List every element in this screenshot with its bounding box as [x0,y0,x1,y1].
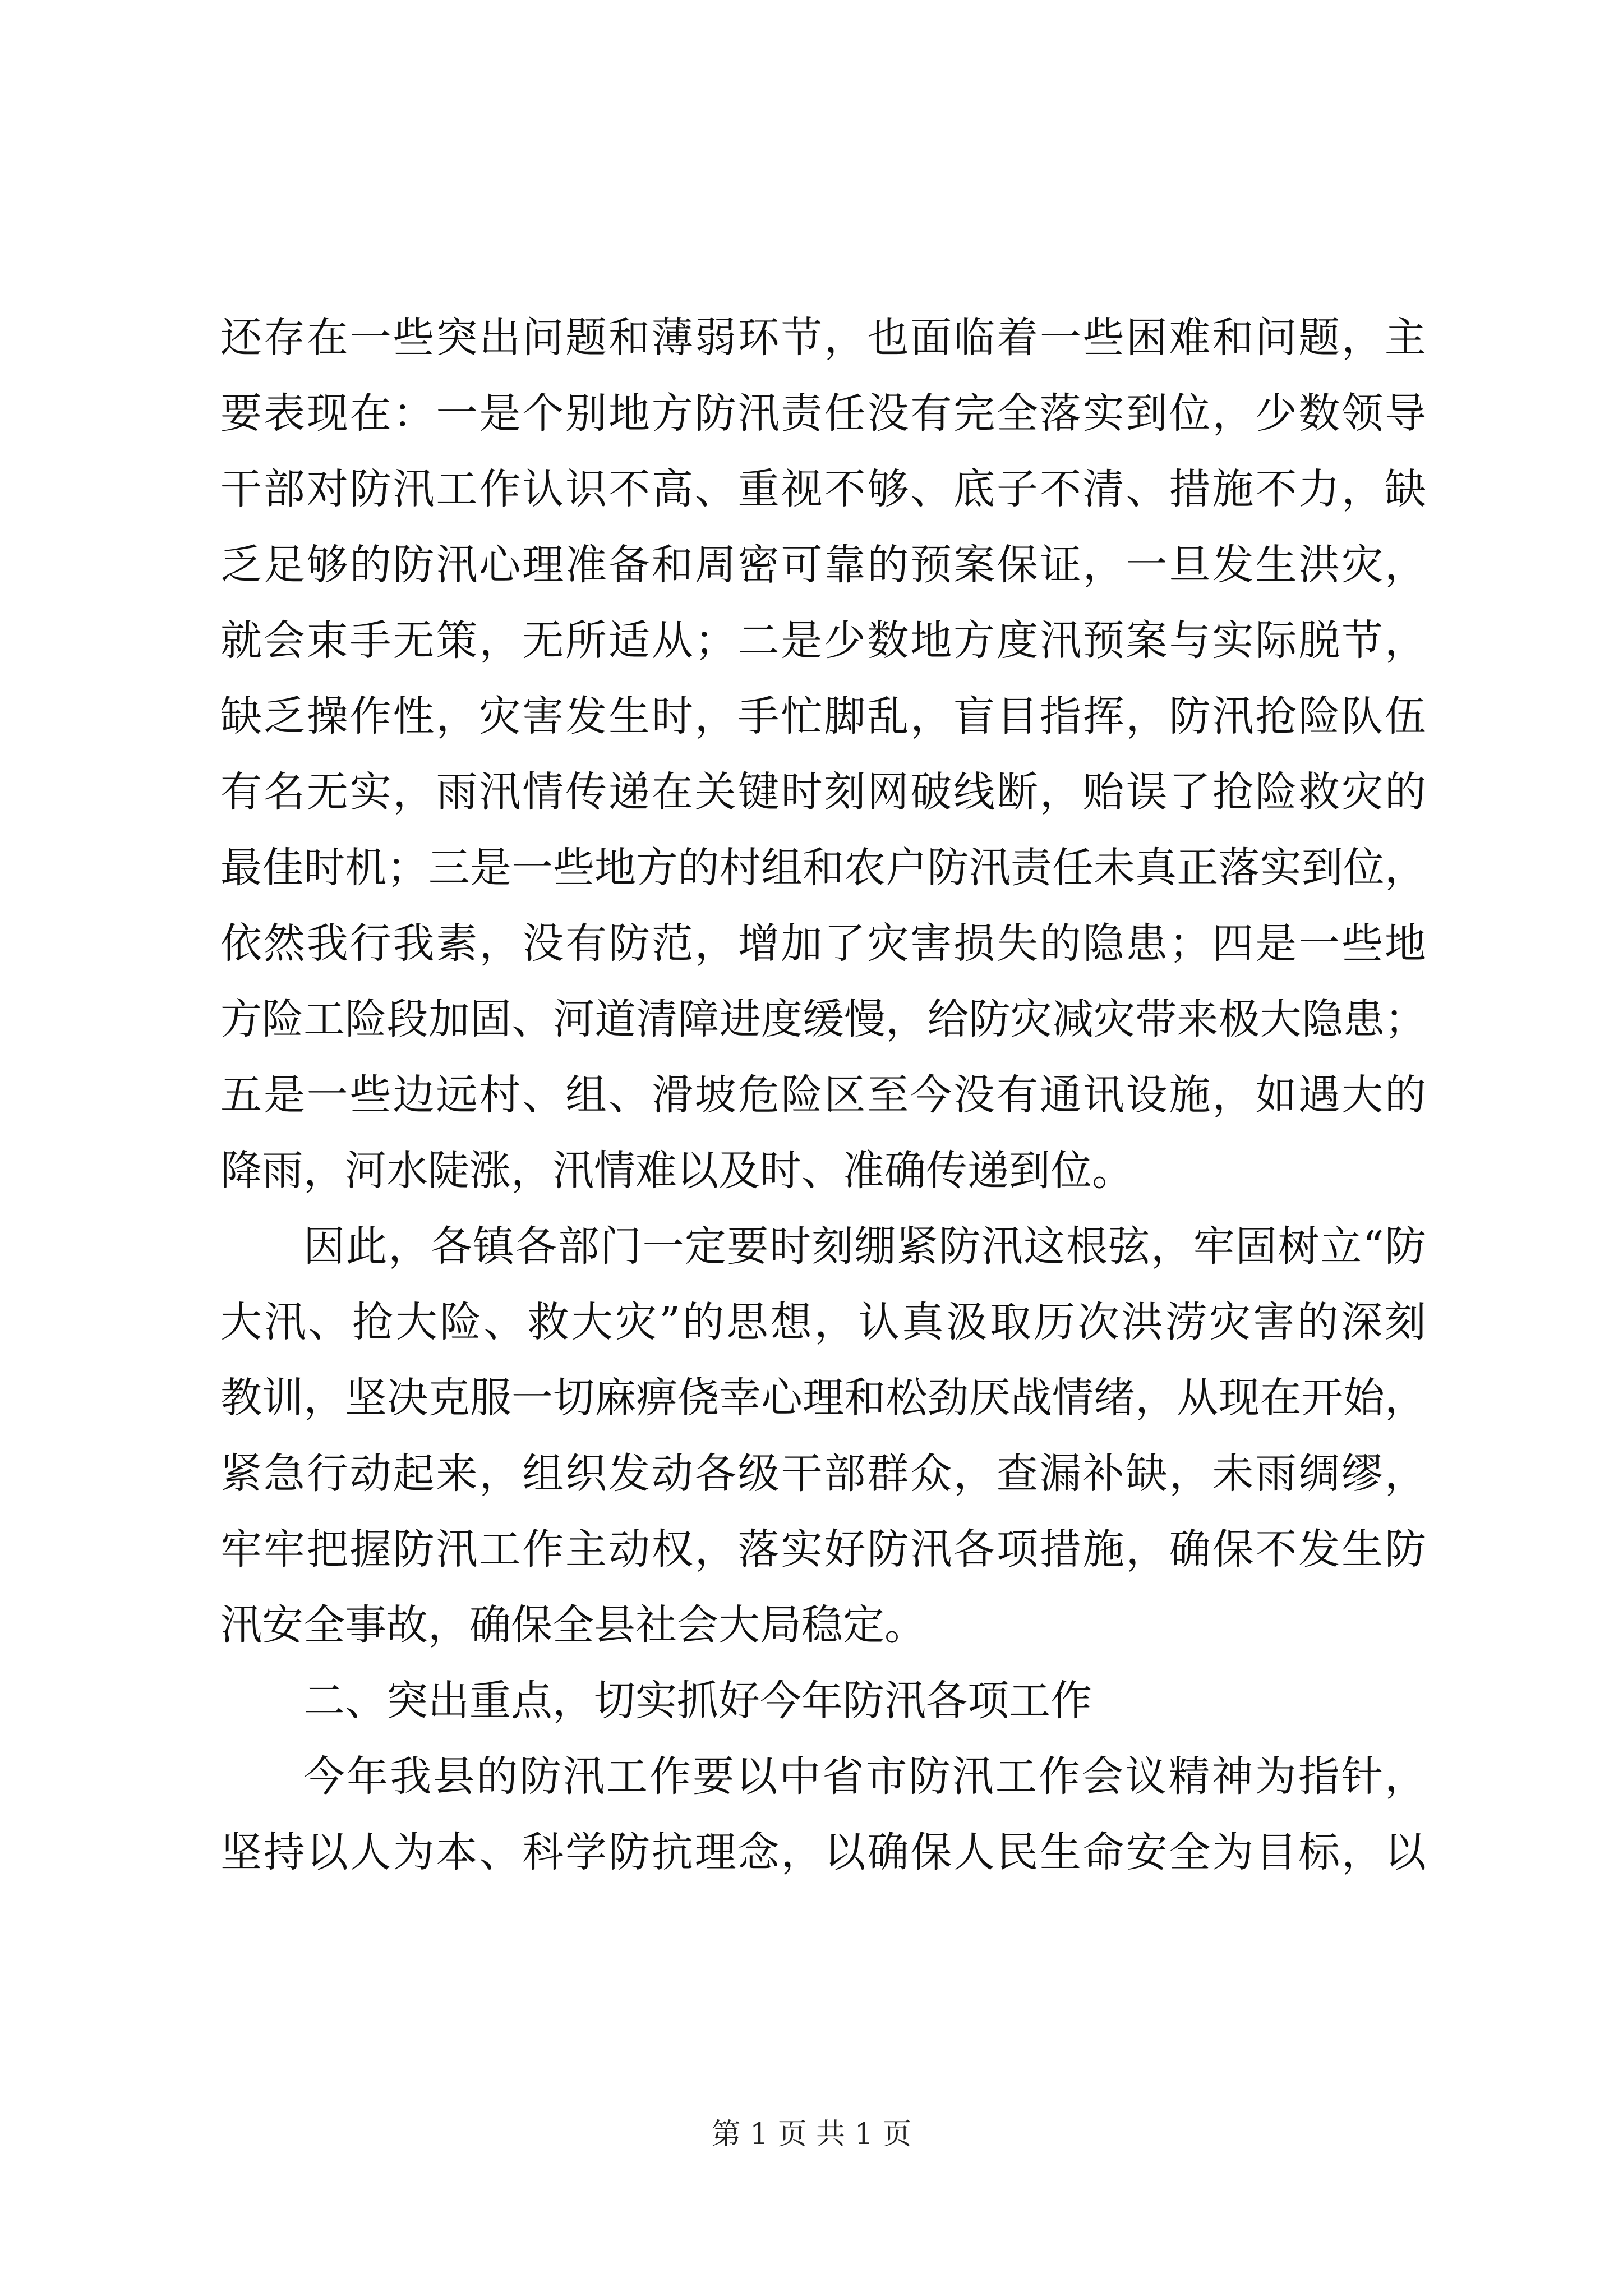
text-line: 紧急行动起来，组织发动各级干部群众，查漏补缺，未雨绸缪， [220,1450,1426,1498]
text-line: 今年我县的防汛工作要以中省市防汛工作会议精神为指针， [303,1752,1426,1801]
text-line: 最佳时机；三是一些地方的村组和农户防汛责任未真正落实到位， [220,844,1426,892]
text-line: 因此，各镇各部门一定要时刻绷紧防汛这根弦，牢固树立“防 [303,1222,1426,1271]
page-footer: 第 1 页 共 1 页 [711,2118,912,2151]
text-line: 要表现在：一是个别地方防汛责任没有完全落实到位，少数领导 [220,389,1426,438]
text-line: 乏足够的防汛心理准备和周密可靠的预案保证，一旦发生洪灾， [220,541,1426,589]
text-line: 降雨，河水陡涨，汛情难以及时、准确传递到位。 [220,1147,1133,1195]
paragraph-4 [220,1739,1426,1890]
text-line: 五是一些边远村、组、滑坡危险区至今没有通讯设施，如遇大的 [220,1071,1426,1119]
text-line: 依然我行我素，没有防范，增加了灾害损失的隐患；四是一些地 [220,919,1426,968]
text-line: 汛安全事故，确保全县社会大局稳定。 [220,1601,926,1649]
text-line: 大汛、抢大险、救大灾”的思想，认真汲取历次洪涝灾害的深刻 [220,1298,1426,1346]
text-line: 就会束手无策，无所适从；二是少数地方度汛预案与实际脱节， [220,616,1426,665]
text-line: 缺乏操作性，灾害发生时，手忙脚乱，盲目指挥，防汛抢险队伍 [220,692,1426,740]
text-line: 有名无实，雨汛情传递在关键时刻网破线断，贻误了抢险救灾的 [220,768,1426,816]
document-body [220,300,1426,1890]
section-heading [220,1663,1426,1739]
text-line: 二、突出重点，切实抓好今年防汛各项工作 [303,1677,1092,1725]
text-line: 牢牢把握防汛工作主动权，落实好防汛各项措施，确保不发生防 [220,1525,1426,1573]
text-line: 干部对防汛工作认识不高、重视不够、底子不清、措施不力，缺 [220,465,1426,513]
text-line: 教训，坚决克服一切麻痹侥幸心理和松劲厌战情绪，从现在开始， [220,1374,1426,1422]
text-line: 还存在一些突出问题和薄弱环节，也面临着一些困难和问题，主 [220,314,1426,362]
paragraph-2 [220,1209,1426,1663]
text-line: 坚持以人为本、科学防抗理念，以确保人民生命安全为目标，以 [220,1828,1426,1876]
text-line: 方险工险段加固、河道清障进度缓慢，给防灾减灾带来极大隐患； [220,995,1426,1043]
paragraph-1 [220,300,1426,1209]
